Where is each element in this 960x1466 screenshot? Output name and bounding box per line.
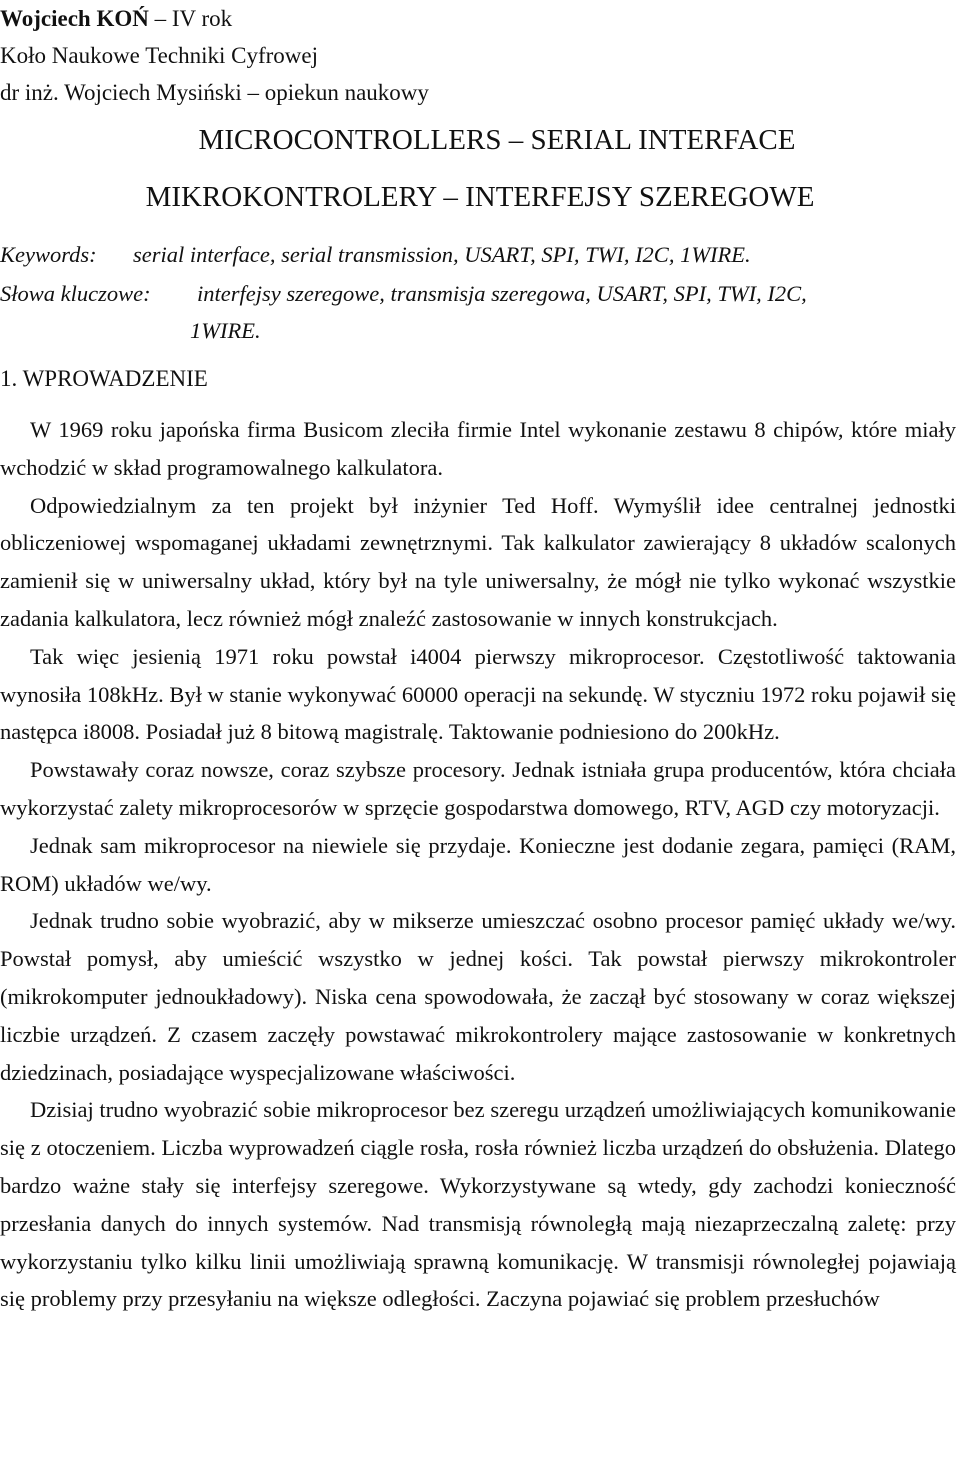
title-polish: MIKROKONTROLERY – INTERFEJSY SZEREGOWE [145, 181, 815, 213]
keywords-en-text: serial interface, serial transmission, USART, SPI, TWI, I2C, 1WIRE. [133, 242, 751, 267]
paragraph: Odpowiedzialnym za ten projekt był inżynier Ted Hoff. Wymyślił idee centralnej jednostki obliczeniowej wspomaganej układami zewnętrznymi. Tak kalkulator zawierający 8 układów scalonych zamienił się w uniwersalny układ, który był na tyle uniwersalny, że mógł nie tylko wykonać wszystkie zadania kalkulatora, lecz również mógł znaleźć zastosowanie w innych konstrukcjach. [0, 492, 956, 631]
advisor-line: dr inż. Wojciech Mysiński – opiekun naukowy [0, 80, 429, 105]
paragraph: Tak więc jesienią 1971 roku powstał i4004 pierwszy mikroprocesor. Częstotliwość taktowania wynosiła 108kHz. Był w stanie wykonywać 60000 operacji na sekundę. W styczniu 1972 roku pojawił się następca i8008. Posiadał już 8 bitową magistralę. Taktowanie podniesiono do 200kHz. [0, 643, 956, 745]
keywords-pl-label: Słowa kluczowe: [0, 281, 151, 306]
section-heading: 1. WPROWADZENIE [0, 366, 208, 391]
author-line [0, 0, 429, 37]
keywords-pl-text-line1: interfejsy szeregowe, transmisja szeregowa, USART, SPI, TWI, I2C, [197, 281, 807, 306]
paragraph: Jednak trudno sobie wyobrazić, aby w mikserze umieszczać osobno procesor pamięć układy we/wy. Powstał pomysł, aby umieścić wszystko w jednej kości. Tak powstał pierwszy mikrokontroler (mikrokomputer jednoukładowy). Niska cena spowodowała, że zaczął być stosowany w coraz większej liczbie urządzeń. Z czasem zaczęły powstawać mikrokontrolery mające zastosowanie w konkretnych dziedzinach, posiadające wyspecjalizowane właściwości. [0, 908, 956, 1085]
keywords-pl-text-line2: 1WIRE. [190, 318, 261, 343]
body-text [0, 411, 956, 1318]
title-english: MICROCONTROLLERS – SERIAL INTERFACE [198, 124, 796, 156]
header-block [0, 0, 429, 111]
paragraph: Powstawały coraz nowsze, coraz szybsze procesory. Jednak istniała grupa producentów, która chciała wykorzystać zalety mikroprocesorów w sprzęcie gospodarstwa domowego, RTV, AGD czy motoryzacji. [0, 757, 956, 820]
keywords-en-label: Keywords: [0, 242, 97, 267]
paragraph: W 1969 roku japońska firma Busicom zleciła firmie Intel wykonanie zestawu 8 chipów, które miały wchodzić w skład programowalnego kalkulatora. [0, 417, 956, 480]
paragraph: Jednak sam mikroprocesor na niewiele się przydaje. Konieczne jest dodanie zegara, pamięci (RAM, ROM) układów we/wy. [0, 832, 956, 896]
club-name: Koło Naukowe Techniki Cyfrowej [0, 43, 318, 68]
paragraph: Dzisiaj trudno wyobrazić sobie mikroprocesor bez szeregu urządzeń umożliwiających komunikowanie się z otoczeniem. Liczba wyprowadzeń ciągle rosła, rosła również liczba urządzeń do obsłużenia. Dlatego bardzo ważne stały się interfejsy szeregowe. Wykorzystywane są wtedy, gdy zachodzi konieczność przesłania danych do innych systemów. Nad transmisją równoległą mają niezaprzeczalną zaletę: przy wykorzystaniu tylko kilku linii umożliwiają sprawną komunikację. W transmisji równoległej pojawiają się problemy przy przesyłaniu na większe odległości. Zaczyna pojawiać się problem przesłuchów [0, 1097, 956, 1312]
author-year: – IV rok [148, 6, 233, 31]
author-name: Wojciech KOŃ [0, 6, 149, 31]
